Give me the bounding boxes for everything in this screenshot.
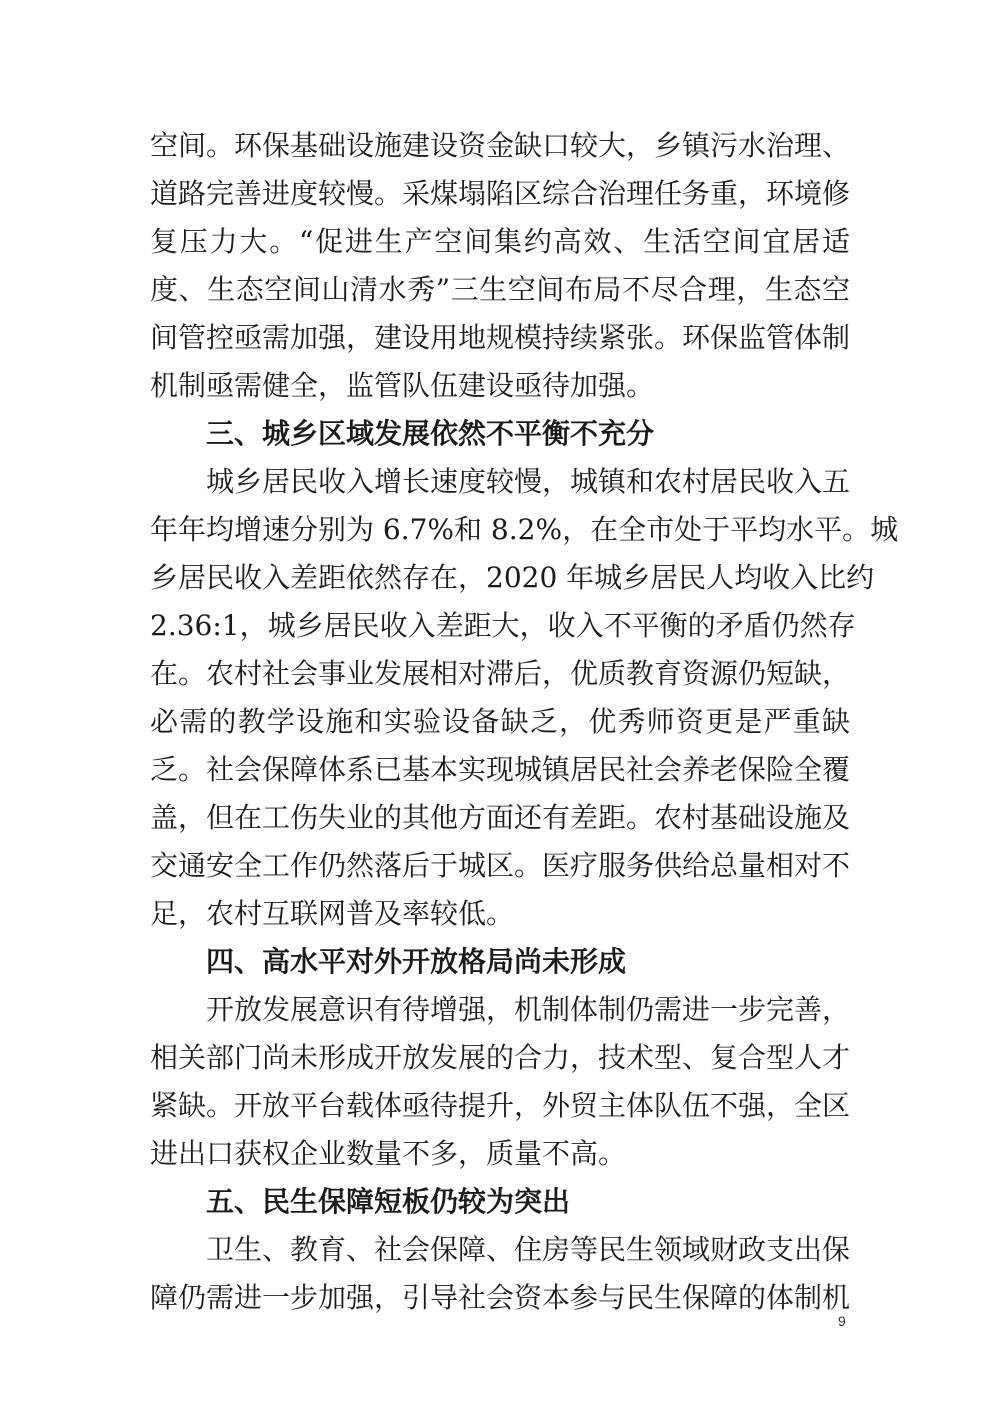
text-line: 2.36:1，城乡居民收入差距大，收入不平衡的矛盾仍然存 [150, 609, 856, 642]
text-line: 空间。环保基础设施建设资金缺口较大，乡镇污水治理、 [150, 129, 851, 162]
paragraph [150, 122, 850, 410]
text-line: 卫生、教育、社会保障、住房等民生领域财政支出保 [206, 1233, 851, 1266]
paragraph [150, 1226, 850, 1322]
section-heading: 五、民生保障短板仍较为突出 [206, 1185, 571, 1218]
text-line: 必需的教学设施和实验设备缺乏，优秀师资更是严重缺 [150, 705, 850, 738]
section-heading: 四、高水平对外开放格局尚未形成 [206, 945, 627, 978]
text-line: 乡居民收入差距依然存在，2020 年城乡居民人均收入比约 [150, 561, 875, 594]
text-line: 复压力大。“促进生产空间集约高效、生活空间宜居适 [150, 225, 850, 258]
text-line: 紧缺。开放平台载体亟待提升，外贸主体队伍不强，全区 [150, 1089, 851, 1122]
text-line: 足，农村互联网普及率较低。 [150, 897, 515, 930]
section-heading: 三、城乡区域发展依然不平衡不充分 [206, 417, 655, 450]
text-line: 交通安全工作仍然落后于城区。医疗服务供给总量相对不 [150, 849, 851, 882]
paragraph [150, 458, 899, 938]
text-line: 盖，但在工伤失业的其他方面还有差距。农村基础设施及 [150, 801, 851, 834]
text-line: 道路完善进度较慢。采煤塌陷区综合治理任务重，环境修 [150, 177, 851, 210]
text-line: 乏。社会保障体系已基本实现城镇居民社会养老保险全覆 [150, 753, 851, 786]
text-line: 在。农村社会事业发展相对滞后，优质教育资源仍短缺， [150, 657, 851, 690]
text-line: 度、生态空间山清水秀”三生空间布局不尽合理，生态空 [150, 273, 850, 306]
text-line: 间管控亟需加强，建设用地规模持续紧张。环保监管体制 [150, 321, 851, 354]
text-line: 年年均增速分别为 6.7%和 8.2%，在全市处于平均水平。城 [150, 513, 899, 546]
text-line: 相关部门尚未形成开放发展的合力，技术型、复合型人才 [150, 1041, 851, 1074]
text-line: 开放发展意识有待增强，机制体制仍需进一步完善， [206, 993, 851, 1026]
paragraph [150, 986, 850, 1178]
text-line: 进出口获权企业数量不多，质量不高。 [150, 1137, 627, 1170]
document-body [150, 122, 899, 1322]
page-number: 9 [838, 1313, 846, 1329]
text-line: 城乡居民收入增长速度较慢，城镇和农村居民收入五 [206, 465, 851, 498]
text-line: 机制亟需健全，监管队伍建设亟待加强。 [150, 369, 655, 402]
text-line: 障仍需进一步加强，引导社会资本参与民生保障的体制机 [150, 1281, 851, 1314]
